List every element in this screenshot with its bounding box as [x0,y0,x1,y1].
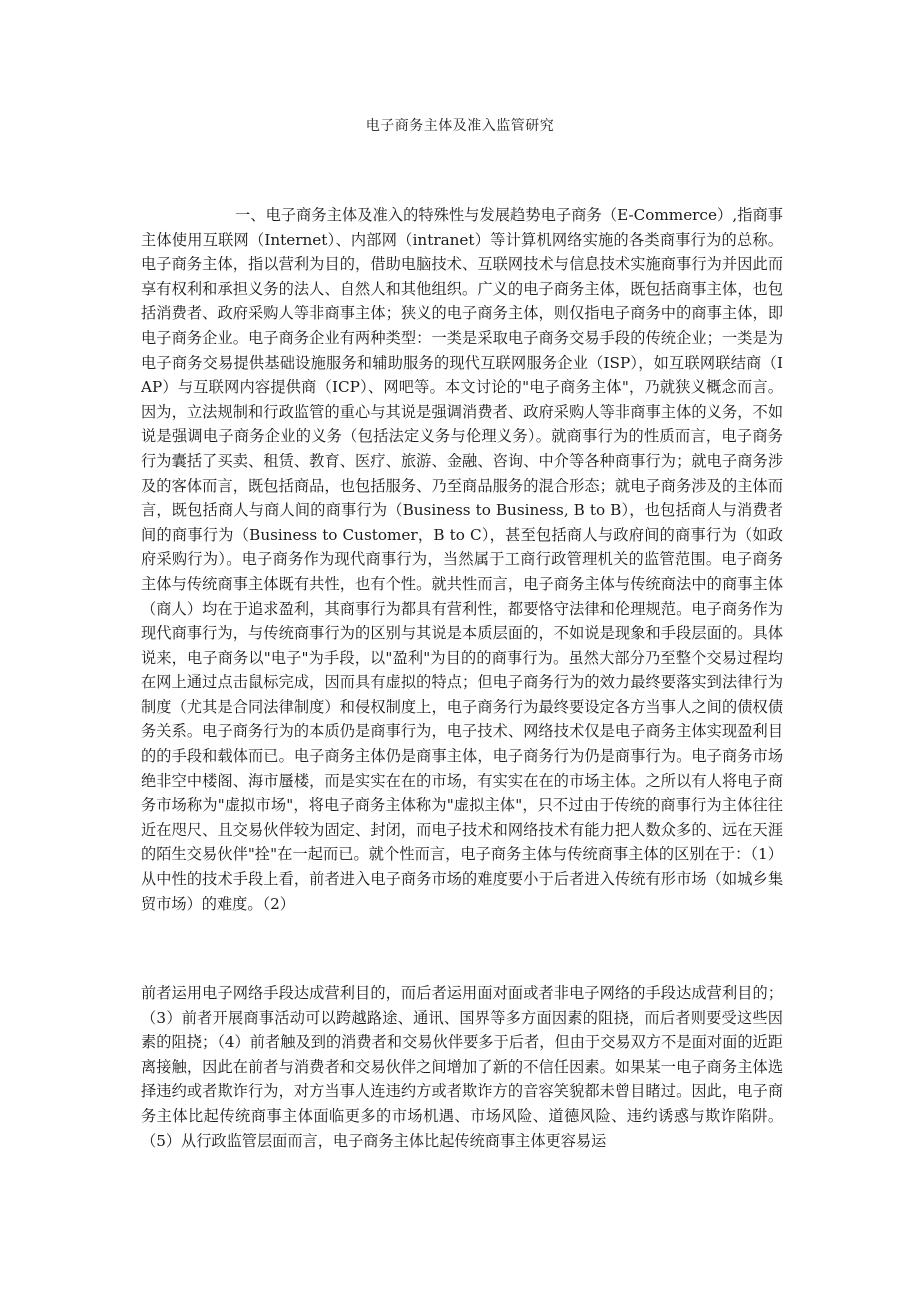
body-paragraph-2 [141,981,783,1153]
document-title: 电子商务主体及准入监管研究 [365,118,555,134]
body-paragraph-1 [141,203,783,916]
paragraph-text: 前者运用电子网络手段达成营利目的，而后者运用面对面或者非电子网络的手段达成营利目的；（3）前者开展商事活动可以跨越路途、通讯、国界等多方面因素的阻挠，而后者则要受这些因素的阻挠；（4）前者触及到的消费者和交易伙伴要多于后者，但由于交易双方不是面对面的近距离接触，因此在前者与消费者和交易伙伴之间增加了新的不信任因素。如果某一电子商务主体选择违约或者欺诈行为，对方当事人连违约方或者欺诈方的音容笑貌都未曾目睹过。因此，电子商务主体比起传统商事主体面临更多的市场机遇、市场风险、道德风险、违约诱惑与欺诈陷阱。（5）从行政监管层面而言，电子商务主体比起传统商事主体更容易运 [141,984,783,1150]
paragraph-text: 一、电子商务主体及准入的特殊性与发展趋势电子商务（E-Commerce）,指商事主体使用互联网（Internet）、内部网（intranet）等计算机网络实施的各类商事行为的总称。电子商务主体，指以营利为目的，借助电脑技术、互联网技术与信息技术实施商事行为并因此而享有权利和承担义务的法人、自然人和其他组织。广义的电子商务主体，既包括商事主体，也包括消费者、政府采购人等非商事主体；狭义的电子商务主体，则仅指电子商务中的商事主体，即电子商务企业。电子商务企业有两种类型：一类是采取电子商务交易手段的传统企业；一类是为电子商务交易提供基础设施服务和辅助服务的现代互联网服务企业（ISP），如互联网联结商（IAP）与互联网内容提供商（ICP）、网吧等。本文讨论的"电子商务主体"，乃就狭义概念而言。因为，立法规制和行政监管的重心与其说是强调消费者、政府采购人等非商事主体的义务，不如说是强调电子商务企业的义务（包括法定义务与伦理义务）。就商事行为的性质而言，电子商务行为囊括了买卖、租赁、教育、医疗、旅游、金融、咨询、中介等各种商事行为；就电子商务涉及的客体而言，既包括商品，也包括服务、乃至商品服务的混合形态；就电子商务涉及的主体而言，既包括商人与商人间的商事行为（Business to Business, B to B），也包括商人与消费者间的商事行为（Business to Customer，B to C），甚至包括商人与政府间的商事行为（如政府采购行为）。电子商务作为现代商事行为，当然属于工商行政管理机关的监管范围。电子商务主体与传统商事主体既有共性，也有个性。就共性而言，电子商务主体与传统商法中的商事主体（商人）均在于追求盈利，其商事行为都具有营利性，都要恪守法律和伦理规范。电子商务作为现代商事行为，与传统商事行为的区别与其说是本质层面的，不如说是现象和手段层面的。具体说来，电子商务以"电子"为手段，以"盈利"为目的的商事行为。虽然大部分乃至整个交易过程均在网上通过点击鼠标完成，因而具有虚拟的特点；但电子商务行为的效力最终要落实到法律行为制度（尤其是合同法律制度）和侵权制度上，电子商务行为最终要设定各方当事人之间的债权债务关系。电子商务行为的本质仍是商事行为，电子技术、网络技术仅是电子商务主体实现盈利目的的手段和载体而已。电子商务主体仍是商事主体，电子商务行为仍是商事行为。电子商务市场绝非空中楼阁、海市蜃楼，而是实实在在的市场，有实实在在的市场主体。之所以有人将电子商务市场称为"虚拟市场"，将电子商务主体称为"虚拟主体"，只不过由于传统的商事行为主体往往近在咫尺、且交易伙伴较为固定、封闭，而电子技术和网络技术有能力把人数众多的、远在天涯的陌生交易伙伴"拴"在一起而已。就个性而言，电子商务主体与传统商事主体的区别在于：（1）从中性的技术手段上看，前者进入电子商务市场的难度要小于后者进入传统有形市场（如城乡集贸市场）的难度。（2） [141,206,783,913]
